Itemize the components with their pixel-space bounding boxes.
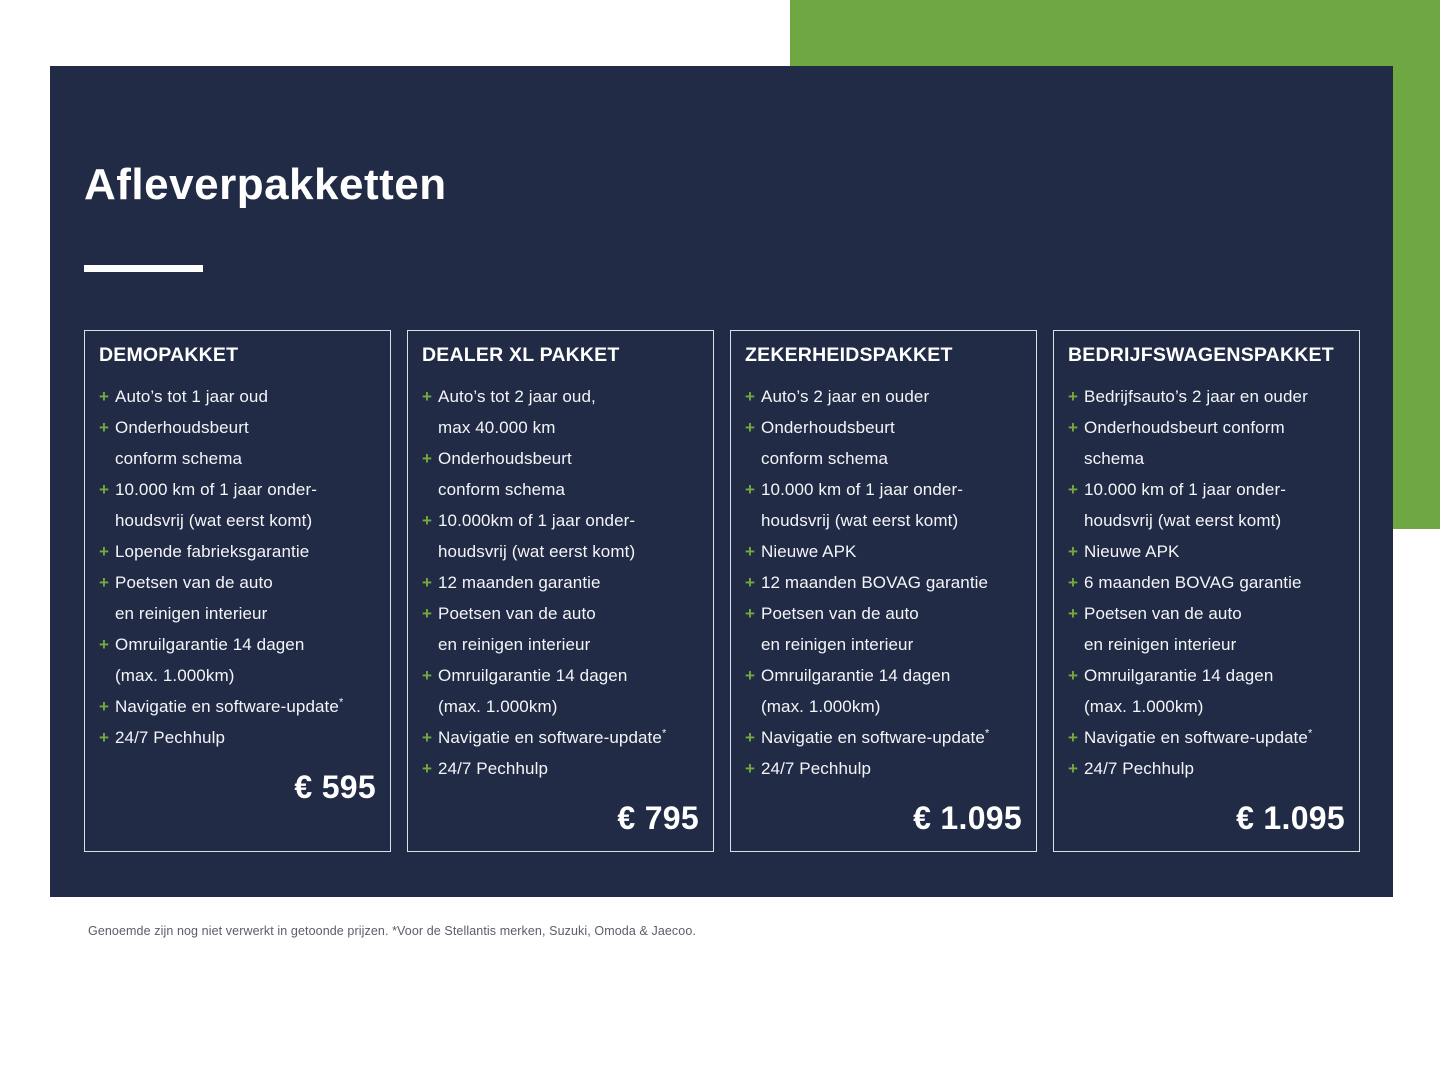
feature-list	[422, 381, 699, 784]
plus-bullet-icon: +	[745, 573, 756, 592]
plus-bullet-icon: +	[1068, 387, 1079, 406]
feature-item	[745, 722, 1022, 753]
feature-text	[115, 567, 273, 629]
feature-text	[761, 722, 989, 753]
plus-bullet-icon: +	[745, 666, 756, 685]
feature-item	[99, 474, 376, 536]
feature-item	[422, 598, 699, 660]
package-title: BEDRIJFSWAGENSPAKKET	[1068, 344, 1334, 366]
feature-item	[422, 567, 699, 598]
feature-line: Nieuwe APK	[761, 542, 857, 561]
feature-line: schema	[1084, 449, 1145, 468]
feature-line: en reinigen interieur	[761, 635, 914, 654]
feature-line: conform schema	[761, 449, 889, 468]
feature-line: houdsvrij (wat eerst komt)	[761, 511, 959, 530]
feature-text	[438, 443, 572, 505]
feature-line: Bedrijfsauto’s 2 jaar en ouder	[1084, 387, 1308, 406]
feature-item	[745, 381, 1022, 412]
feature-text	[761, 660, 950, 722]
feature-line: 24/7 Pechhulp	[438, 759, 548, 778]
feature-item	[422, 443, 699, 505]
feature-line: Lopende fabrieksgarantie	[115, 542, 310, 561]
feature-line: max 40.000 km	[438, 418, 556, 437]
plus-bullet-icon: +	[745, 542, 756, 561]
feature-line: Navigatie en software-update	[438, 728, 662, 747]
feature-line: Onderhoudsbeurt	[115, 418, 249, 437]
feature-text	[1084, 412, 1285, 474]
package-card	[407, 330, 714, 852]
feature-text	[761, 412, 895, 474]
feature-item	[99, 412, 376, 474]
feature-text	[438, 505, 635, 567]
plus-bullet-icon: +	[422, 604, 433, 623]
feature-text	[438, 660, 627, 722]
feature-item	[745, 474, 1022, 536]
feature-text	[761, 474, 963, 536]
feature-text	[438, 381, 596, 443]
feature-text	[1084, 722, 1312, 753]
feature-line: 24/7 Pechhulp	[115, 728, 225, 747]
plus-bullet-icon: +	[745, 480, 756, 499]
package-title: DEMOPAKKET	[99, 344, 239, 366]
feature-text	[115, 381, 268, 412]
feature-item	[1068, 536, 1345, 567]
feature-text	[1084, 474, 1286, 536]
package-price: € 1.095	[913, 800, 1022, 836]
plus-bullet-icon: +	[422, 666, 433, 685]
plus-bullet-icon: +	[422, 759, 433, 778]
feature-text	[1084, 598, 1242, 660]
feature-item	[422, 722, 699, 753]
feature-line: 24/7 Pechhulp	[1084, 759, 1194, 778]
feature-item	[1068, 474, 1345, 536]
feature-text	[438, 567, 601, 598]
feature-line: houdsvrij (wat eerst komt)	[1084, 511, 1282, 530]
feature-item	[1068, 381, 1345, 412]
feature-line: 6 maanden BOVAG garantie	[1084, 573, 1302, 592]
feature-line: Poetsen van de auto	[115, 573, 273, 592]
plus-bullet-icon: +	[745, 604, 756, 623]
feature-item	[422, 753, 699, 784]
feature-line: 24/7 Pechhulp	[761, 759, 871, 778]
plus-bullet-icon: +	[1068, 728, 1079, 747]
feature-item	[99, 536, 376, 567]
feature-line: 10.000 km of 1 jaar onder-	[1084, 480, 1286, 499]
feature-line: Onderhoudsbeurt	[761, 418, 895, 437]
feature-line: 10.000 km of 1 jaar onder-	[115, 480, 317, 499]
plus-bullet-icon: +	[1068, 666, 1079, 685]
feature-line: Navigatie en software-update	[115, 697, 339, 716]
feature-line: Onderhoudsbeurt conform	[1084, 418, 1285, 437]
feature-item	[1068, 598, 1345, 660]
feature-line: Poetsen van de auto	[761, 604, 919, 623]
feature-item	[745, 753, 1022, 784]
plus-bullet-icon: +	[422, 511, 433, 530]
plus-bullet-icon: +	[99, 635, 110, 654]
feature-text	[1084, 660, 1273, 722]
feature-line: conform schema	[115, 449, 243, 468]
title-underline	[84, 265, 203, 272]
plus-bullet-icon: +	[99, 728, 110, 747]
plus-bullet-icon: +	[1068, 418, 1079, 437]
feature-text	[1084, 381, 1308, 412]
package-card	[1053, 330, 1360, 852]
feature-line: en reinigen interieur	[438, 635, 591, 654]
asterisk-marker: *	[984, 727, 990, 740]
plus-bullet-icon: +	[1068, 759, 1079, 778]
feature-text	[115, 722, 225, 753]
feature-text	[761, 598, 919, 660]
feature-item	[422, 660, 699, 722]
plus-bullet-icon: +	[99, 573, 110, 592]
feature-line: (max. 1.000km)	[761, 697, 881, 716]
feature-line: houdsvrij (wat eerst komt)	[115, 511, 313, 530]
plus-bullet-icon: +	[99, 418, 110, 437]
plus-bullet-icon: +	[99, 697, 110, 716]
plus-bullet-icon: +	[1068, 480, 1079, 499]
feature-list	[1068, 381, 1345, 784]
feature-line: (max. 1.000km)	[1084, 697, 1204, 716]
package-title: DEALER XL PAKKET	[422, 344, 620, 366]
feature-text	[1084, 753, 1194, 784]
plus-bullet-icon: +	[422, 449, 433, 468]
feature-item	[422, 381, 699, 443]
feature-text	[761, 536, 857, 567]
plus-bullet-icon: +	[422, 573, 433, 592]
feature-item	[99, 629, 376, 691]
feature-text	[115, 474, 317, 536]
feature-line: Omruilgarantie 14 dagen	[115, 635, 305, 654]
plus-bullet-icon: +	[422, 728, 433, 747]
feature-line: Poetsen van de auto	[438, 604, 596, 623]
feature-line: en reinigen interieur	[1084, 635, 1237, 654]
feature-text	[761, 381, 929, 412]
feature-line: Nieuwe APK	[1084, 542, 1180, 561]
feature-item	[745, 412, 1022, 474]
feature-line: Onderhoudsbeurt	[438, 449, 572, 468]
feature-item	[1068, 412, 1345, 474]
package-price: € 1.095	[1236, 800, 1345, 836]
feature-text	[115, 629, 304, 691]
feature-text	[761, 753, 871, 784]
package-card	[84, 330, 391, 852]
feature-line: 10.000km of 1 jaar onder-	[438, 511, 636, 530]
feature-line: conform schema	[438, 480, 566, 499]
feature-line: (max. 1.000km)	[115, 666, 235, 685]
plus-bullet-icon: +	[745, 759, 756, 778]
plus-bullet-icon: +	[99, 387, 110, 406]
feature-item	[745, 598, 1022, 660]
plus-bullet-icon: +	[745, 418, 756, 437]
feature-item	[745, 536, 1022, 567]
feature-item	[422, 505, 699, 567]
feature-line: Navigatie en software-update	[1084, 728, 1308, 747]
package-price: € 795	[617, 800, 699, 836]
feature-line: 10.000 km of 1 jaar onder-	[761, 480, 963, 499]
feature-line: Poetsen van de auto	[1084, 604, 1242, 623]
asterisk-marker: *	[338, 696, 344, 709]
feature-item	[99, 567, 376, 629]
package-cards	[84, 330, 1360, 852]
feature-line: Auto’s tot 2 jaar oud,	[438, 387, 596, 406]
footnote: Genoemde zijn nog niet verwerkt in getoonde prijzen. *Voor de Stellantis merken, Suzuki, Omoda & Jaecoo.	[88, 924, 696, 938]
feature-line: (max. 1.000km)	[438, 697, 558, 716]
feature-item	[99, 381, 376, 412]
feature-item	[745, 567, 1022, 598]
feature-text	[438, 722, 666, 753]
feature-item	[1068, 660, 1345, 722]
feature-text	[115, 691, 343, 722]
feature-line: Omruilgarantie 14 dagen	[761, 666, 951, 685]
packages-panel	[50, 66, 1393, 897]
feature-item	[745, 660, 1022, 722]
feature-text	[115, 412, 249, 474]
plus-bullet-icon: +	[1068, 542, 1079, 561]
feature-line: en reinigen interieur	[115, 604, 268, 623]
plus-bullet-icon: +	[745, 728, 756, 747]
page-title: Afleverpakketten	[84, 160, 447, 209]
feature-line: Omruilgarantie 14 dagen	[1084, 666, 1274, 685]
feature-text	[1084, 567, 1302, 598]
plus-bullet-icon: +	[422, 387, 433, 406]
feature-text	[438, 598, 596, 660]
asterisk-marker: *	[661, 727, 667, 740]
feature-line: Auto’s tot 1 jaar oud	[115, 387, 268, 406]
feature-text	[115, 536, 309, 567]
plus-bullet-icon: +	[745, 387, 756, 406]
plus-bullet-icon: +	[99, 480, 110, 499]
feature-item	[1068, 753, 1345, 784]
package-title: ZEKERHEIDSPAKKET	[745, 344, 953, 366]
feature-line: houdsvrij (wat eerst komt)	[438, 542, 636, 561]
feature-text	[438, 753, 548, 784]
feature-line: 12 maanden BOVAG garantie	[761, 573, 989, 592]
asterisk-marker: *	[1307, 727, 1313, 740]
feature-line: Navigatie en software-update	[761, 728, 985, 747]
feature-line: 12 maanden garantie	[438, 573, 601, 592]
feature-text	[761, 567, 988, 598]
feature-text	[1084, 536, 1180, 567]
plus-bullet-icon: +	[1068, 573, 1079, 592]
feature-item	[1068, 722, 1345, 753]
feature-line: Omruilgarantie 14 dagen	[438, 666, 628, 685]
feature-list	[745, 381, 1022, 784]
plus-bullet-icon: +	[1068, 604, 1079, 623]
feature-list	[99, 381, 376, 753]
feature-item	[99, 691, 376, 722]
feature-item	[1068, 567, 1345, 598]
package-card	[730, 330, 1037, 852]
feature-line: Auto’s 2 jaar en ouder	[761, 387, 930, 406]
plus-bullet-icon: +	[99, 542, 110, 561]
package-price: € 595	[294, 769, 376, 805]
feature-item	[99, 722, 376, 753]
